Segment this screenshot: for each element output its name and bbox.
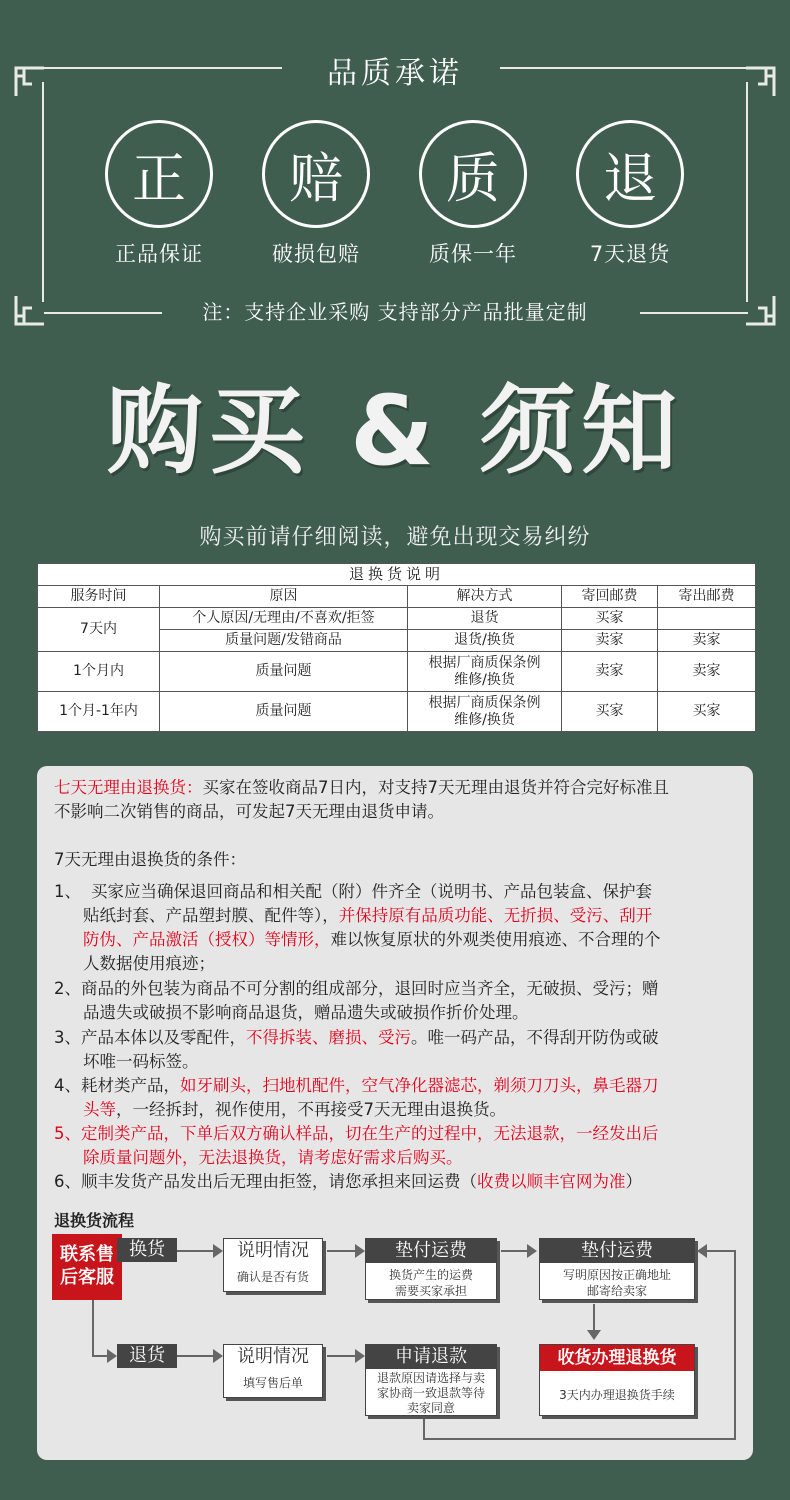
flow-connector: [501, 1250, 529, 1252]
arrow-left-icon: [697, 1244, 707, 1258]
return-exchange-table: [37, 563, 756, 732]
policy-intro-line-1: 七天无理由退换货：买家在签收商品7日内，对支持7天无理由退货并符合完好标准且: [54, 778, 669, 797]
exchange-tag: 换货: [117, 1238, 177, 1262]
solution-line-1: 根据厂商质保条例: [428, 654, 541, 671]
table-header-send-fee: 寄出邮费: [658, 586, 756, 608]
exchange-pay-body: 换货产生的运费 需要买家承担: [388, 1268, 473, 1298]
exchange-pay-head: 垫付运费: [366, 1239, 496, 1263]
table-cell-reason: 质量问题: [160, 692, 408, 732]
exchange-pay2-box: [539, 1238, 695, 1300]
table-cell-solution: [408, 652, 562, 692]
promise-circle-return: 退: [576, 120, 684, 228]
flow-connector: [423, 1438, 736, 1440]
table-cell-return-fee: 卖家: [562, 630, 658, 652]
flow-connector: [734, 1250, 736, 1440]
table-cell-time: 1个月内: [38, 652, 160, 692]
enterprise-note: 注：支持企业采购 支持部分产品批量定制: [202, 300, 588, 324]
table-cell-solution: 退货/换货: [408, 630, 562, 652]
flow-connector: [177, 1250, 217, 1252]
condition-5-line-1: 5、定制类产品，下单后双方确认样品，切在生产的过程中，无法退款，一经发出后: [54, 1124, 659, 1143]
arrow-right-icon: [213, 1244, 223, 1258]
flow-connector: [177, 1355, 217, 1357]
table-cell-send-fee: [658, 608, 756, 630]
table-row: [38, 608, 756, 630]
flow-connector: [593, 1304, 595, 1332]
refund-box: [365, 1344, 497, 1416]
solution-line-1: 根据厂商质保条例: [428, 694, 541, 711]
condition-3-line-1: 3、产品本体以及零配件，不得拆装、磨损、受污。唯一码产品，不得刮开防伪或破: [54, 1028, 659, 1047]
return-tag: 退货: [117, 1344, 177, 1368]
condition-4-line-1: 4、耗材类产品，如牙刷头，扫地机配件，空气净化器滤芯，剃须刀刀头，鼻毛器刀: [54, 1076, 659, 1095]
condition-2-line-1: 2、商品的外包装为商品不可分割的组成部分，退回时应当齐全，无破损、受污；赠: [54, 979, 659, 998]
table-cell-solution: 退货: [408, 608, 562, 630]
condition-5-line-2: 除质量问题外，无法退换货，请考虑好需求后购买。: [83, 1148, 463, 1167]
promise-circle-genuine: 正: [105, 120, 213, 228]
table-cell-send-fee: 卖家: [658, 652, 756, 692]
table-caption: 退换货说明: [38, 564, 756, 586]
purchase-notice-title: 购买 & 须知: [106, 375, 684, 487]
condition-1-line-4: 人数据使用痕迹；: [83, 954, 215, 973]
condition-1-line-2: 贴纸封套、产品塑封膜、配件等），并保持原有品质功能、无折损、受污、刮开: [83, 906, 653, 925]
handle-box: [539, 1344, 695, 1416]
exchange-explain-body: 确认是否有货: [236, 1270, 309, 1284]
table-row: [38, 692, 756, 732]
return-explain-body: 填写售后单: [242, 1376, 303, 1390]
frame-right: [746, 82, 748, 302]
table-cell-time: 1个月-1年内: [38, 692, 160, 732]
arrow-right-icon: [527, 1244, 537, 1258]
condition-6-line-1: 6、顺丰发货产品发出后无理由拒签，请您承担来回运费（收费以顺丰官网为准）: [54, 1172, 642, 1191]
arrow-right-icon: [355, 1244, 365, 1258]
table-cell-send-fee: 卖家: [658, 630, 756, 652]
flow-connector: [423, 1416, 425, 1440]
exchange-pay-box: [365, 1238, 497, 1300]
handle-body: 3天内办理退换货手续: [559, 1388, 675, 1402]
table-cell-send-fee: 买家: [658, 692, 756, 732]
return-explain-head: 说明情况: [224, 1345, 322, 1369]
table-row: [38, 652, 756, 692]
arrow-right-icon: [107, 1349, 117, 1363]
handle-head: 收货办理退换货: [540, 1345, 694, 1371]
condition-4-line-2: 头等，一经拆封，视作使用，不再接受7天无理由退换货。: [83, 1100, 506, 1119]
flow-connector: [327, 1355, 357, 1357]
refund-body: 退款原因请选择与卖 家协商一致退款等待 卖家同意: [376, 1371, 485, 1415]
table-header-solution: 解决方式: [408, 586, 562, 608]
solution-line-2: 维修/换货: [454, 671, 515, 688]
table-cell-reason: 个人原因/无理由/不喜欢/拒签: [160, 608, 408, 630]
table-cell-return-fee: 卖家: [562, 652, 658, 692]
promise-label-return: 7天退货: [589, 242, 671, 266]
exchange-pay2-head: 垫付运费: [540, 1239, 694, 1263]
policy-panel: [37, 766, 753, 1460]
table-header-return-fee: 寄回邮费: [562, 586, 658, 608]
quality-promise-title: 品质承诺: [327, 56, 463, 91]
table-cell-solution: [408, 692, 562, 732]
return-explain-box: [223, 1344, 323, 1398]
exchange-explain-box: [223, 1238, 323, 1292]
flow-connector: [327, 1250, 357, 1252]
solution-line-2: 维修/换货: [454, 711, 515, 728]
policy-intro-line-2: 不影响二次销售的商品，可发起7天无理由退货申请。: [54, 802, 444, 821]
table-cell-time: 7天内: [38, 608, 160, 652]
frame-left: [42, 82, 44, 302]
arrow-right-icon: [355, 1349, 365, 1363]
refund-head: 申请退款: [366, 1345, 496, 1369]
arrow-right-icon: [213, 1349, 223, 1363]
contact-service-box[interactable]: 联系售 后客服: [52, 1234, 122, 1300]
policy-intro-red: 七天无理由退换货：: [54, 778, 203, 797]
exchange-pay2-body: 写明原因按正确地址 邮寄给卖家: [562, 1268, 671, 1298]
condition-1-line-3: 防伪、产品激活（授权）等情形，难以恢复原状的外观类使用痕迹、不合理的个: [83, 930, 661, 949]
promise-circle-quality: 质: [419, 120, 527, 228]
table-header-reason: 原因: [160, 586, 408, 608]
promise-circle-compensate: 赔: [262, 120, 370, 228]
table-cell-reason: 质量问题: [160, 652, 408, 692]
condition-1-number: 1、: [54, 882, 81, 901]
table-header-time: 服务时间: [38, 586, 160, 608]
table-cell-return-fee: 买家: [562, 608, 658, 630]
flow-title: 退换货流程: [54, 1211, 135, 1230]
condition-2-line-2: 品遗失或破损不影响商品退货，赠品遗失或破损作折价处理。: [83, 1003, 529, 1022]
table-cell-return-fee: 买家: [562, 692, 658, 732]
promise-label-quality: 质保一年: [429, 242, 517, 266]
table-cell-reason: 质量问题/发错商品: [160, 630, 408, 652]
conditions-title: 7天无理由退换货的条件：: [54, 850, 246, 869]
condition-3-line-2: 坏唯一码标签。: [83, 1052, 199, 1071]
arrow-down-icon: [587, 1330, 601, 1340]
promise-label-genuine: 正品保证: [115, 242, 203, 266]
condition-1-line-1: 买家应当确保退回商品和相关配（附）件齐全（说明书、产品包装盒、保护套: [91, 882, 652, 901]
purchase-notice-subtitle: 购买前请仔细阅读，避免出现交易纠纷: [199, 525, 591, 550]
promise-label-compensate: 破损包赔: [272, 242, 360, 266]
flow-connector: [702, 1250, 736, 1252]
exchange-explain-head: 说明情况: [224, 1239, 322, 1263]
